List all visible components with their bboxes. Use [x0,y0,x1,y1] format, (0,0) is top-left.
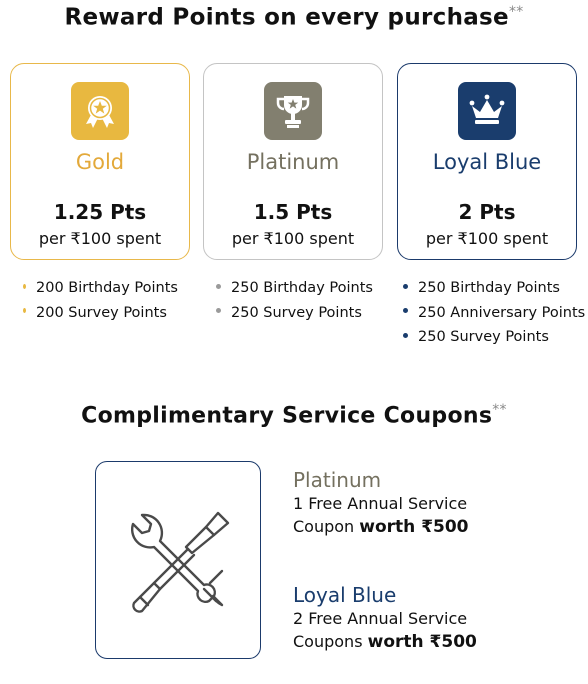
benefits-list-gold [23,276,178,325]
tools-icon [118,505,238,615]
tier-name: Gold [75,150,125,174]
bullet-icon [403,333,408,338]
medal-icon [71,82,129,140]
points-rate: 1.5 Pts [253,200,333,224]
list-item: 250 Anniversary Points [403,301,585,326]
bullet-icon [216,308,221,313]
crown-icon [458,82,516,140]
points-rate: 1.25 Pts [53,200,147,224]
coupon-desc-line2: Coupons worth ₹500 [293,632,477,652]
bullet-icon [403,308,408,313]
list-item: 250 Survey Points [216,301,373,326]
points-rate-unit: per ₹100 spent [231,229,355,248]
coupon-tier-name: Platinum [293,468,382,492]
tools-icon-box [95,461,261,659]
list-item: 250 Survey Points [403,325,585,350]
list-item: 250 Birthday Points [403,276,585,301]
coupon-tier-name: Loyal Blue [293,583,397,607]
benefits-list-platinum [216,276,373,325]
rewards-title-mark: ** [508,4,524,20]
coupons-title-mark: ** [492,402,507,418]
coupon-desc-line2: Coupon worth ₹500 [293,517,469,537]
bullet-icon [216,284,221,289]
list-item: 200 Survey Points [23,301,178,326]
coupon-desc-line1: 1 Free Annual Service [293,494,468,513]
tier-card-platinum [203,63,383,260]
coupon-desc-line1: 2 Free Annual Service [293,609,468,628]
coupon-worth: worth ₹500 [367,632,477,652]
tier-card-gold [10,63,190,260]
coupon-loyal-blue [293,583,477,654]
tier-card-loyal-blue [397,63,577,260]
bullet-icon [403,284,408,289]
tier-name: Platinum [246,150,340,174]
points-rate: 2 Pts [458,200,516,224]
coupon-worth: worth ₹500 [359,517,469,537]
tier-name: Loyal Blue [432,150,542,174]
points-rate-unit: per ₹100 spent [38,229,162,248]
points-rate-unit: per ₹100 spent [425,229,549,248]
rewards-title: Reward Points on every purchase** [64,4,524,31]
list-item: 250 Birthday Points [216,276,373,301]
benefits-list-loyal-blue [403,276,585,350]
bullet-icon [23,308,26,313]
trophy-icon [264,82,322,140]
bullet-icon [23,284,26,289]
list-item: 200 Birthday Points [23,276,178,301]
coupon-platinum [293,468,469,539]
coupons-title: Complimentary Service Coupons** [81,402,507,429]
